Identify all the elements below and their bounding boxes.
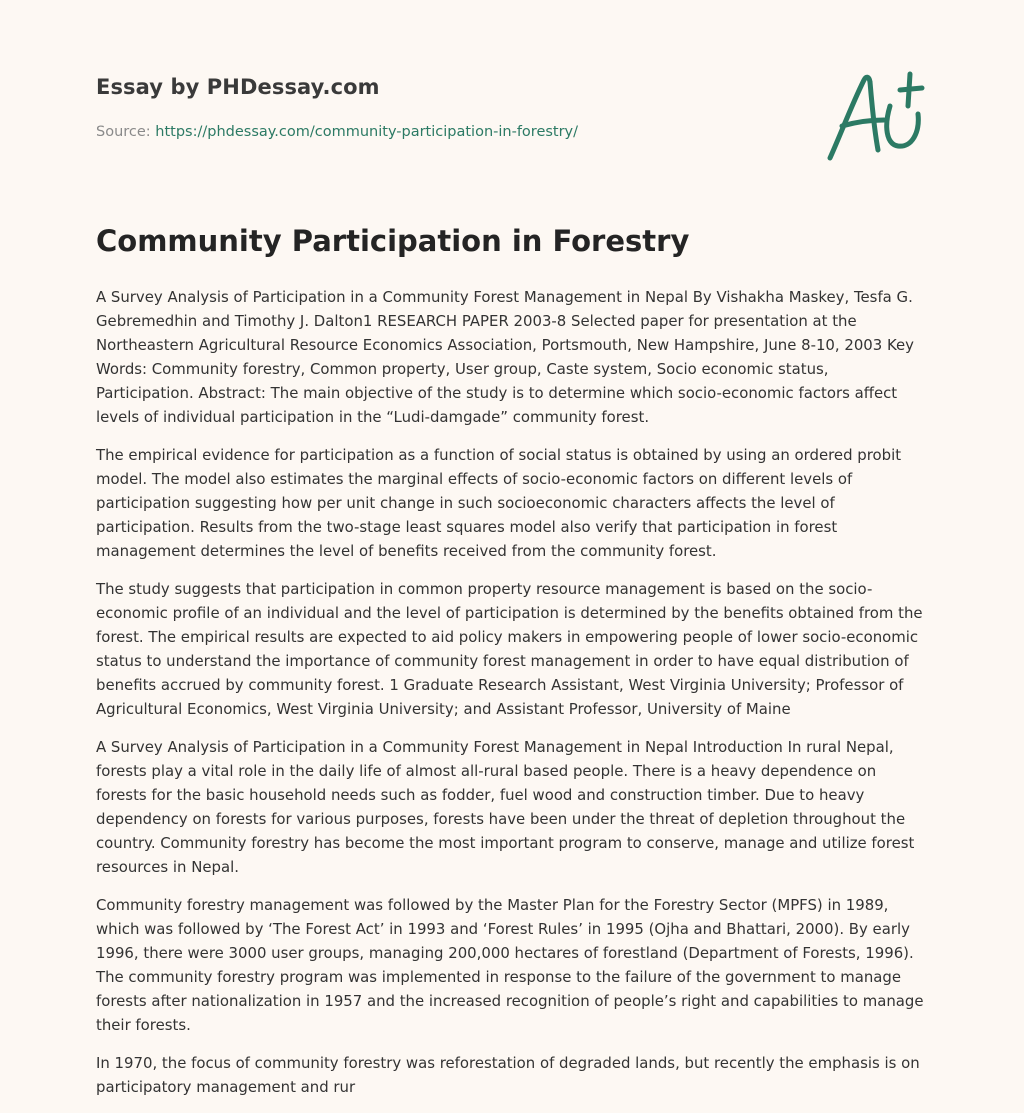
- article-title: Community Participation in Forestry: [96, 224, 690, 258]
- article-paragraph: A Survey Analysis of Participation in a Community Forest Management in Nepal By Vishakha Maskey, Tesfa G. Gebremedhin and Timothy J. Dalton1 RESEARCH PAPER 2003-8 Selected paper for presentation at the Northeastern Agricultural Resource Economics Association, Portsmouth, New Hampshire, June 8-10, 2003 Key Words: Community forestry, Common property, User group, Caste system, Socio economic status, Participation. Abstract: The main objective of the study is to determine which socio-economic factors affect levels of individual participation in the “Ludi-damgade” community forest.: [96, 288, 914, 426]
- site-brand: Essay by PHDessay.com: [96, 75, 380, 99]
- site-header: [96, 75, 796, 99]
- a-plus-logo-icon: [820, 66, 930, 164]
- source-line: [96, 124, 578, 140]
- article-paragraph: In 1970, the focus of community forestry was reforestation of degraded lands, but recently the emphasis is on participatory management and rur: [96, 1054, 920, 1096]
- article-paragraph: Community forestry management was followed by the Master Plan for the Forestry Sector (MPFS) in 1989, which was followed by ‘The Forest Act’ in 1993 and ‘Forest Rules’ in 1995 (Ojha and Bhattari, 2000). By early 1996, there were 3000 user groups, managing 200,000 hectares of forestland (Department of Forests, 1996). The community forestry program was implemented in response to the failure of the government to manage forests after nationalization in 1957 and the increased recognition of people’s right and capabilities to manage their forests.: [96, 896, 924, 1034]
- article-paragraph: The empirical evidence for participation as a function of social status is obtained by using an ordered probit model. The model also estimates the marginal effects of socio-economic factors on different levels of participation suggesting how per unit change in such socioeconomic characters affects the level of participation. Results from the two-stage least squares model also verify that participation in forest management determines the level of benefits received from the community forest.: [96, 446, 902, 560]
- article-paragraph: A Survey Analysis of Participation in a Community Forest Management in Nepal Introduction In rural Nepal, forests play a vital role in the daily life of almost all-rural based people. There is a heavy dependence on forests for the basic household needs such as fodder, fuel wood and construction timber. Due to heavy dependency on forests for various purposes, forests have been under the threat of depletion throughout the country. Community forestry has become the most important program to conserve, manage and utilize forest resources in Nepal.: [96, 738, 915, 876]
- source-link[interactable]: https://phdessay.com/community-participation-in-forestry/: [155, 124, 579, 140]
- article-body: [96, 285, 928, 1113]
- source-label: Source:: [96, 124, 156, 140]
- article-paragraph: The study suggests that participation in common property resource management is based on the socio-economic profile of an individual and the level of participation is determined by the benefits obtained from the forest. The empirical results are expected to aid policy makers in empowering people of lower socio-economic status to understand the importance of community forest management in order to have equal distribution of benefits accrued by community forest. 1 Graduate Research Assistant, West Virginia University; Professor of Agricultural Economics, West Virginia University; and Assistant Professor, University of Maine: [96, 580, 923, 718]
